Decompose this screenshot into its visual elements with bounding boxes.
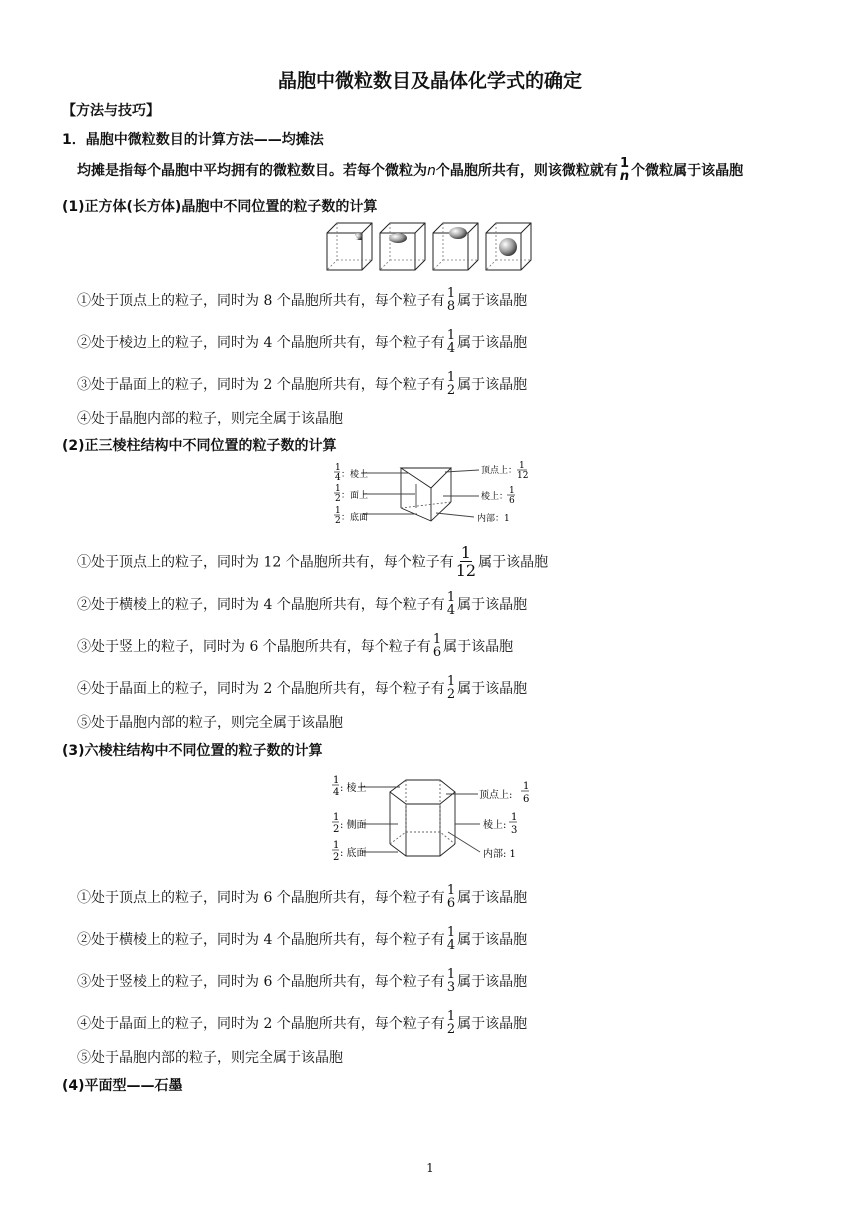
rule-text: ②处于横棱上的粒子，同时为 4 个晶胞所共有，每个粒子有 bbox=[77, 932, 445, 948]
cube-heading: (1)正方体(长方体)晶胞中不同位置的粒子数的计算 bbox=[62, 199, 378, 215]
label-numerator: 1 bbox=[523, 781, 530, 792]
rule-suffix: 属于该晶胞 bbox=[457, 681, 528, 697]
fraction-numerator: 1 bbox=[432, 632, 442, 647]
definition-n: n bbox=[427, 163, 436, 179]
fraction-denominator: 4 bbox=[446, 603, 456, 618]
label-text: ：底面 bbox=[341, 513, 369, 523]
rule-suffix: 属于该晶胞 bbox=[457, 335, 528, 351]
rule-suffix: 属于该晶胞 bbox=[457, 293, 528, 309]
rule-fraction bbox=[446, 371, 456, 397]
tri-left-label-2 bbox=[334, 484, 368, 504]
fraction-denominator: n bbox=[619, 169, 630, 184]
label-denominator: 2 bbox=[335, 516, 341, 526]
rule-fraction bbox=[446, 287, 456, 313]
fraction-numerator: 1 bbox=[446, 590, 456, 605]
cube-vertex-icon bbox=[327, 223, 372, 270]
prism6-rule-5: ⑤处于晶胞内部的粒子，则完全属于该晶胞 bbox=[77, 1050, 343, 1066]
rule-suffix: 属于该晶胞 bbox=[478, 554, 549, 571]
hex-left-label-2 bbox=[332, 812, 367, 835]
label-numerator: 1 bbox=[335, 484, 341, 494]
planar-heading: (4)平面型——石墨 bbox=[62, 1078, 183, 1094]
prism3-rule-2 bbox=[77, 592, 527, 618]
fraction-denominator: 2 bbox=[446, 383, 456, 398]
prism6-rule-2 bbox=[77, 927, 527, 953]
definition-text-a: 均摊是指每个晶胞中平均拥有的微粒数目。若每个微粒为 bbox=[77, 163, 427, 179]
label-numerator: 1 bbox=[335, 463, 341, 473]
label-denominator: 6 bbox=[509, 496, 515, 506]
hex-left-label-3 bbox=[332, 840, 367, 863]
rule-fraction bbox=[446, 591, 456, 617]
label-text: 顶点上: bbox=[479, 790, 513, 801]
fraction-denominator: 2 bbox=[446, 687, 456, 702]
rule-text: ①处于顶点上的粒子，同时为 12 个晶胞所共有，每个粒子有 bbox=[77, 554, 454, 571]
cube-position-diagram bbox=[326, 221, 532, 273]
fraction-numerator: 1 bbox=[446, 925, 456, 940]
cube-rule-2 bbox=[77, 330, 527, 356]
definition-fraction bbox=[619, 157, 630, 183]
cube-rule-3 bbox=[77, 372, 527, 398]
tri-left-label-1 bbox=[334, 463, 368, 483]
fraction-numerator: 1 bbox=[446, 370, 456, 385]
label-numerator: 1 bbox=[333, 812, 340, 823]
triangular-prism-diagram bbox=[331, 458, 531, 528]
cube-rule-1 bbox=[77, 288, 527, 314]
rule-fraction bbox=[446, 926, 456, 952]
hex-right-label-1 bbox=[479, 781, 529, 805]
label-text: 顶点上： bbox=[481, 466, 518, 476]
label-denominator: 4 bbox=[335, 473, 341, 483]
label-text: ：棱上 bbox=[341, 470, 369, 480]
rule-fraction bbox=[446, 329, 456, 355]
label-denominator: 4 bbox=[333, 787, 340, 798]
rule-text: ④处于晶面上的粒子，同时为 2 个晶胞所共有，每个粒子有 bbox=[77, 681, 445, 697]
rule-text: ③处于竖上的粒子，同时为 6 个晶胞所共有，每个粒子有 bbox=[77, 639, 431, 655]
label-text: 棱上： bbox=[481, 492, 509, 502]
fraction-denominator: 3 bbox=[446, 980, 456, 995]
fraction-numerator: 1 bbox=[446, 1009, 456, 1024]
prism6-heading: (3)六棱柱结构中不同位置的粒子数的计算 bbox=[62, 743, 323, 759]
rule-fraction bbox=[455, 544, 477, 579]
rule-suffix: 属于该晶胞 bbox=[457, 890, 528, 906]
rule-suffix: 属于该晶胞 bbox=[457, 932, 528, 948]
definition-text-c: 个微粒属于该晶胞 bbox=[631, 163, 744, 179]
rule-text: ②处于棱边上的粒子，同时为 4 个晶胞所共有，每个粒子有 bbox=[77, 335, 445, 351]
tri-left-label-3 bbox=[334, 506, 368, 526]
prism3-rule-5: ⑤处于晶胞内部的粒子，则完全属于该晶胞 bbox=[77, 715, 343, 731]
rule-text: ③处于晶面上的粒子，同时为 2 个晶胞所共有，每个粒子有 bbox=[77, 377, 445, 393]
rule-suffix: 属于该晶胞 bbox=[457, 974, 528, 990]
rule-text: ①处于顶点上的粒子，同时为 8 个晶胞所共有，每个粒子有 bbox=[77, 293, 445, 309]
hex-right-label-2 bbox=[483, 812, 517, 836]
rule-fraction bbox=[446, 884, 456, 910]
label-denominator: 2 bbox=[333, 824, 340, 835]
fraction-denominator: 12 bbox=[455, 561, 477, 580]
fraction-numerator: 1 bbox=[446, 286, 456, 301]
prism6-rule-3 bbox=[77, 969, 527, 995]
tri-right-label-1 bbox=[481, 461, 528, 481]
fraction-denominator: 4 bbox=[446, 341, 456, 356]
cube-body-icon bbox=[486, 223, 531, 270]
rule-suffix: 属于该晶胞 bbox=[443, 639, 514, 655]
fraction-denominator: 6 bbox=[446, 896, 456, 911]
label-text: : 棱上 bbox=[340, 783, 367, 794]
cube-rule-4: ④处于晶胞内部的粒子，则完全属于该晶胞 bbox=[77, 411, 343, 427]
fraction-denominator: 8 bbox=[446, 299, 456, 314]
cube-face-icon bbox=[433, 223, 478, 270]
definition-paragraph bbox=[77, 158, 743, 184]
fraction-numerator: 1 bbox=[446, 967, 456, 982]
fraction-numerator: 1 bbox=[460, 543, 471, 562]
cube-edge-icon bbox=[380, 223, 425, 270]
fraction-numerator: 1 bbox=[446, 883, 456, 898]
page-number: 1 bbox=[426, 1161, 434, 1175]
fraction-denominator: 4 bbox=[446, 938, 456, 953]
label-numerator: 1 bbox=[333, 775, 340, 786]
label-denominator: 6 bbox=[523, 794, 530, 805]
prism3-rule-1 bbox=[77, 545, 548, 580]
label-denominator: 2 bbox=[335, 494, 341, 504]
rule-suffix: 属于该晶胞 bbox=[457, 597, 528, 613]
label-text: 棱上: bbox=[483, 820, 507, 831]
fraction-numerator: 1 bbox=[446, 328, 456, 343]
rule-suffix: 属于该晶胞 bbox=[457, 377, 528, 393]
rule-fraction bbox=[446, 1010, 456, 1036]
rule-text: ②处于横棱上的粒子，同时为 4 个晶胞所共有，每个粒子有 bbox=[77, 597, 445, 613]
label-denominator: 12 bbox=[517, 471, 529, 481]
rule-fraction bbox=[446, 675, 456, 701]
label-numerator: 1 bbox=[333, 840, 340, 851]
prism6-rule-1 bbox=[77, 885, 527, 911]
label-numerator: 1 bbox=[335, 506, 341, 516]
hexagonal-prism-diagram bbox=[328, 772, 538, 864]
label-numerator: 1 bbox=[509, 486, 515, 496]
label-denominator: 2 bbox=[333, 852, 340, 863]
prism3-rule-3 bbox=[77, 634, 513, 660]
hex-right-label-3: 内部: 1 bbox=[483, 849, 516, 860]
page-title: 晶胞中微粒数目及晶体化学式的确定 bbox=[277, 70, 582, 92]
label-numerator: 1 bbox=[519, 461, 525, 471]
label-denominator: 3 bbox=[511, 825, 518, 836]
method-header: 【方法与技巧】 bbox=[62, 103, 160, 119]
label-text: ：面上 bbox=[341, 491, 369, 501]
label-text: : 底面 bbox=[340, 848, 367, 859]
definition-text-b: 个晶胞所共有，则该微粒就有 bbox=[435, 163, 618, 179]
prism6-rule-4 bbox=[77, 1011, 527, 1037]
tri-right-label-2 bbox=[481, 486, 515, 506]
rule-fraction bbox=[432, 633, 442, 659]
label-text: : 侧面 bbox=[340, 820, 367, 831]
fraction-denominator: 6 bbox=[432, 645, 442, 660]
fraction-numerator: 1 bbox=[446, 674, 456, 689]
prism3-heading: (2)正三棱柱结构中不同位置的粒子数的计算 bbox=[62, 438, 337, 454]
fraction-numerator: 1 bbox=[619, 156, 630, 171]
section1-heading: 1．晶胞中微粒数目的计算方法——均摊法 bbox=[62, 132, 324, 148]
prism3-rule-4 bbox=[77, 676, 527, 702]
label-numerator: 1 bbox=[511, 812, 518, 823]
tri-right-label-3: 内部：1 bbox=[477, 514, 510, 524]
hex-left-label-1 bbox=[332, 775, 367, 798]
rule-text: ④处于晶面上的粒子，同时为 2 个晶胞所共有，每个粒子有 bbox=[77, 1016, 445, 1032]
fraction-denominator: 2 bbox=[446, 1022, 456, 1037]
rule-fraction bbox=[446, 968, 456, 994]
rule-text: ③处于竖棱上的粒子，同时为 6 个晶胞所共有，每个粒子有 bbox=[77, 974, 445, 990]
rule-suffix: 属于该晶胞 bbox=[457, 1016, 528, 1032]
rule-text: ①处于顶点上的粒子，同时为 6 个晶胞所共有，每个粒子有 bbox=[77, 890, 445, 906]
